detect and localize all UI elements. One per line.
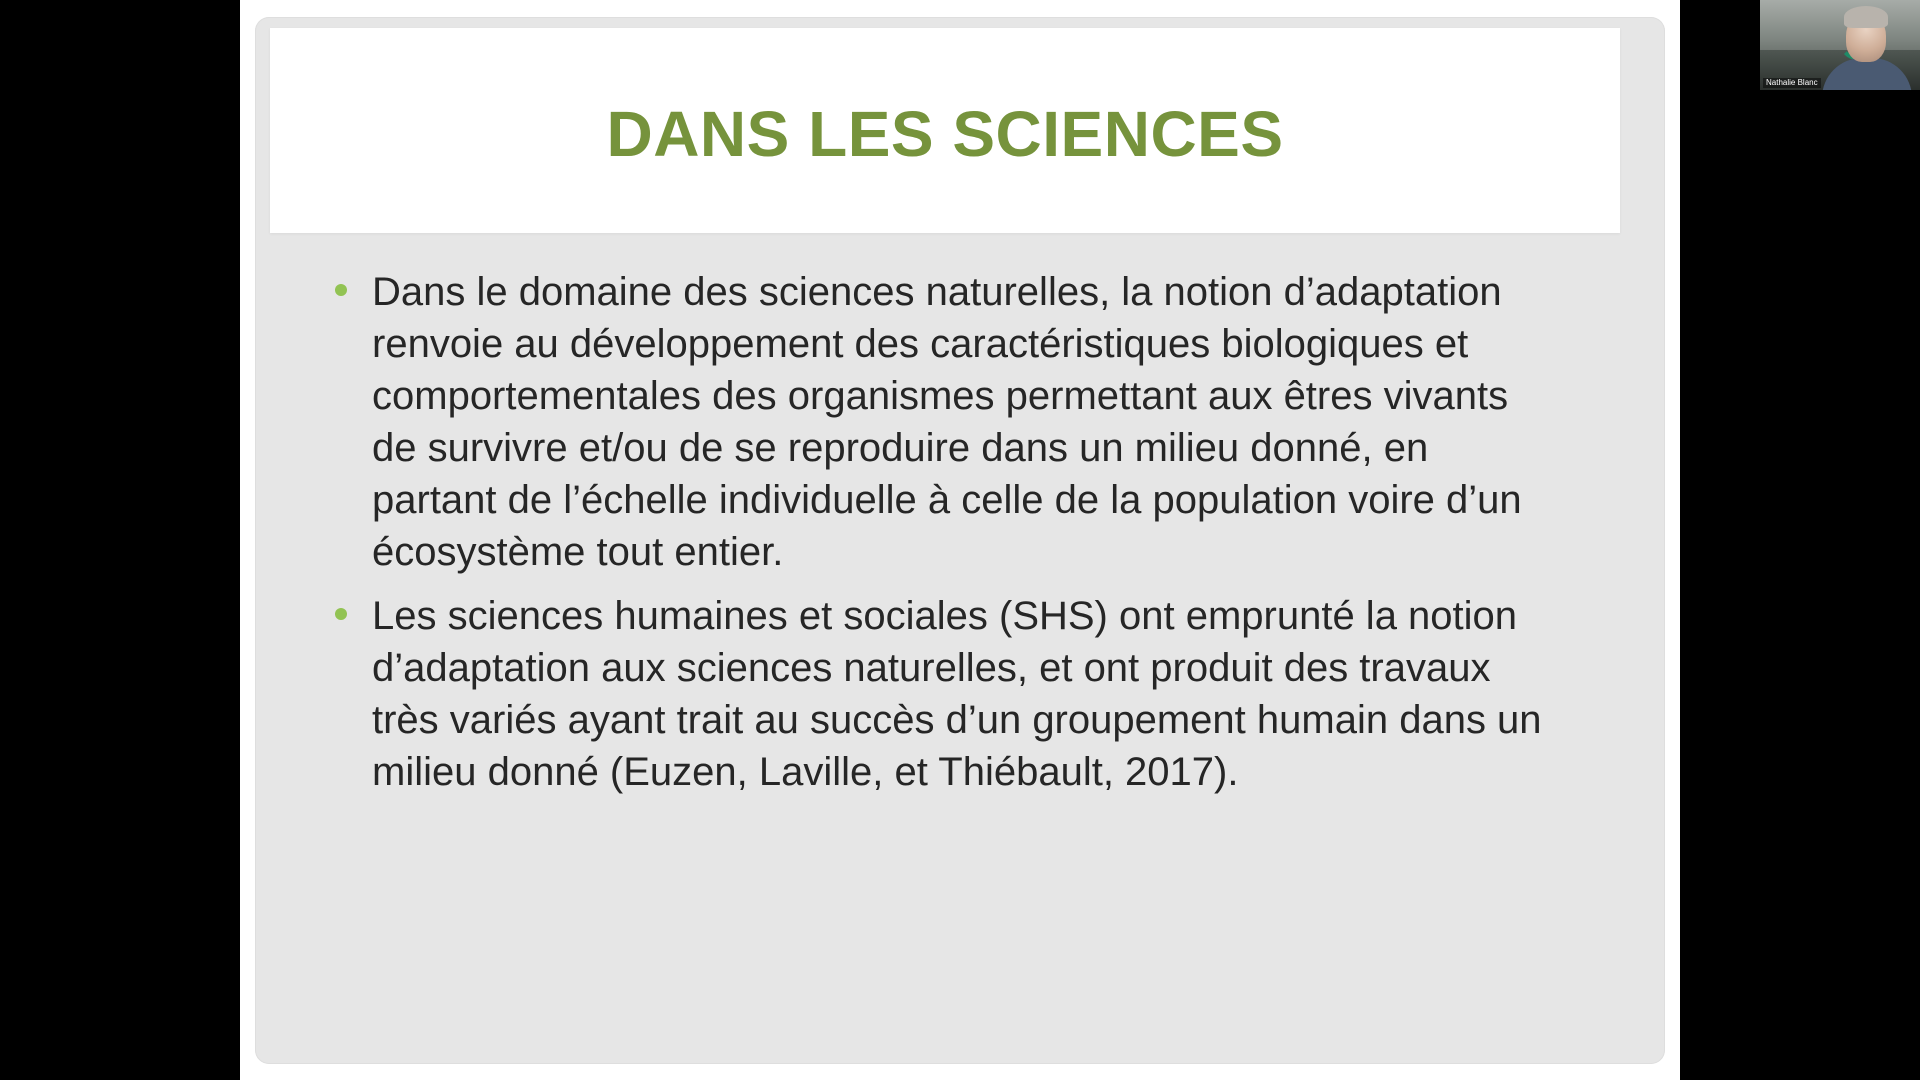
bullet-item <box>335 266 1560 578</box>
bullet-text: Les sciences humaines et sociales (SHS) ont emprunté la notion d’adaptation aux sciences naturelles, et ont produit des travaux très variés ayant trait au succès d’un groupement humain dans un milieu donné (Euzen, Laville, et Thiébault, 2017). <box>372 594 1542 794</box>
participant-hair <box>1844 6 1888 28</box>
bullet-item <box>335 590 1560 798</box>
bullet-dot-icon <box>335 608 347 620</box>
bullet-text: Dans le domaine des sciences naturelles, la notion d’adaptation renvoie au développement des caractéristiques biologiques et comportementales des organismes permettant aux êtres vivants de survivre et/ou de se reproduire dans un milieu donné, en partant de l’échelle individuelle à celle de la population voire d’un écosystème tout entier. <box>372 270 1522 574</box>
slide-title: DANS LES SCIENCES <box>606 97 1284 170</box>
slide-title-box <box>270 28 1620 233</box>
participant-name-label: Nathalie Blanc <box>1763 78 1821 88</box>
bullet-list <box>335 266 1560 810</box>
bullet-dot-icon <box>335 284 347 296</box>
presentation-slide <box>240 0 1680 1080</box>
participant-video-tile[interactable] <box>1760 0 1920 90</box>
